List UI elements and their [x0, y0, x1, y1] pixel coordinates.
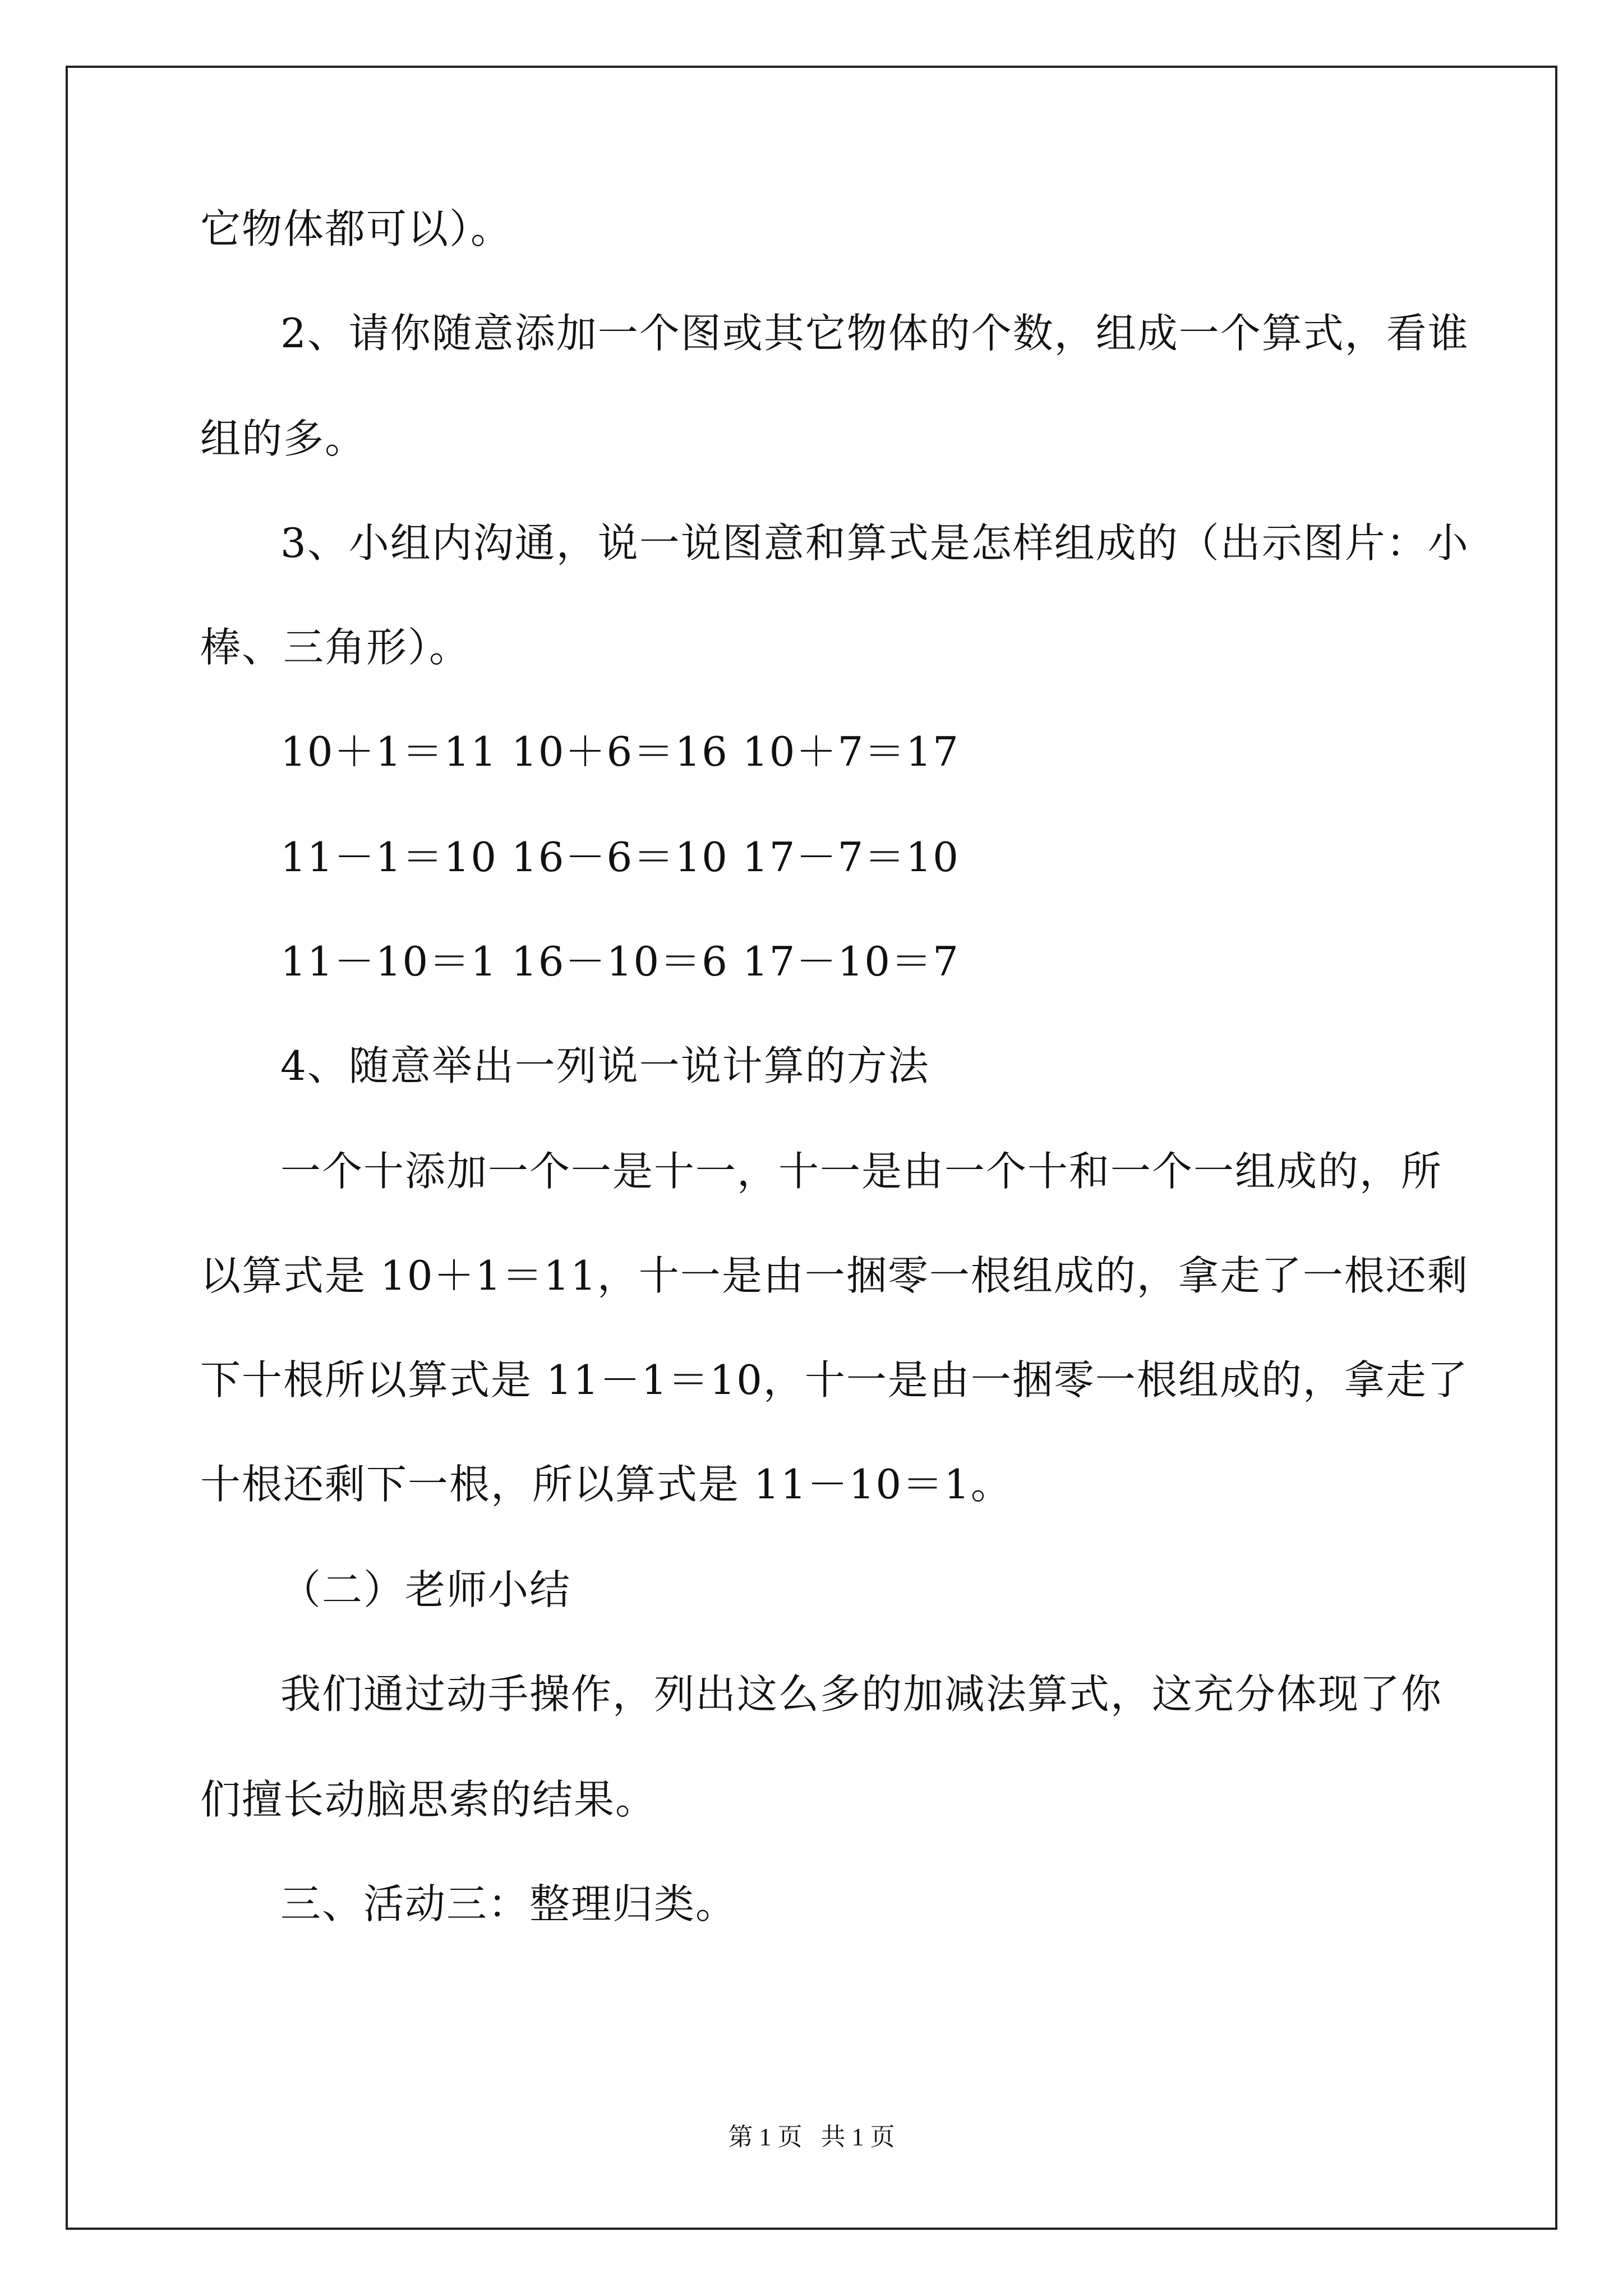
section-heading-activity-3: 三、活动三：整理归类。	[280, 1880, 737, 1927]
text-line-16: 们擅长动脑思索的结果。	[200, 1776, 657, 1823]
text-line-12: 下十根所以算式是 11－1＝10，十一是由一捆零一根组成的，拿走了	[200, 1356, 1469, 1404]
text-line-4: 3、小组内沟通，说一说图意和算式是怎样组成的（出示图片：小	[280, 519, 1469, 567]
text-line-11: 以算式是 10＋1＝11，十一是由一捆零一根组成的，拿走了一根还剩	[200, 1252, 1469, 1299]
equation-row-1: 10＋1＝11 10＋6＝16 10＋7＝17	[280, 728, 960, 775]
text-line-3: 组的多。	[200, 415, 367, 462]
text-line-2: 2、请你随意添加一个图或其它物体的个数，组成一个算式，看谁	[280, 310, 1469, 357]
page-number-footer: 第 1 页 共 1 页	[728, 2123, 895, 2151]
text-line-5: 棒、三角形）。	[200, 624, 471, 671]
text-line-1: 它物体都可以）。	[200, 205, 513, 252]
text-line-15: 我们通过动手操作，列出这么多的加减法算式，这充分体现了你	[280, 1671, 1443, 1718]
equation-row-3: 11－10＝1 16－10＝6 17－10＝7	[280, 938, 960, 985]
section-heading-summary: （二）老师小结	[280, 1566, 571, 1613]
text-line-13: 十根还剩下一根，所以算式是 11－10＝1。	[200, 1461, 1012, 1508]
text-line-10: 一个十添加一个一是十一，十一是由一个十和一个一组成的，所	[280, 1148, 1443, 1195]
text-line-9: 4、随意举出一列说一说计算的方法	[280, 1042, 930, 1089]
equation-row-2: 11－1＝10 16－6＝10 17－7＝10	[280, 834, 960, 881]
